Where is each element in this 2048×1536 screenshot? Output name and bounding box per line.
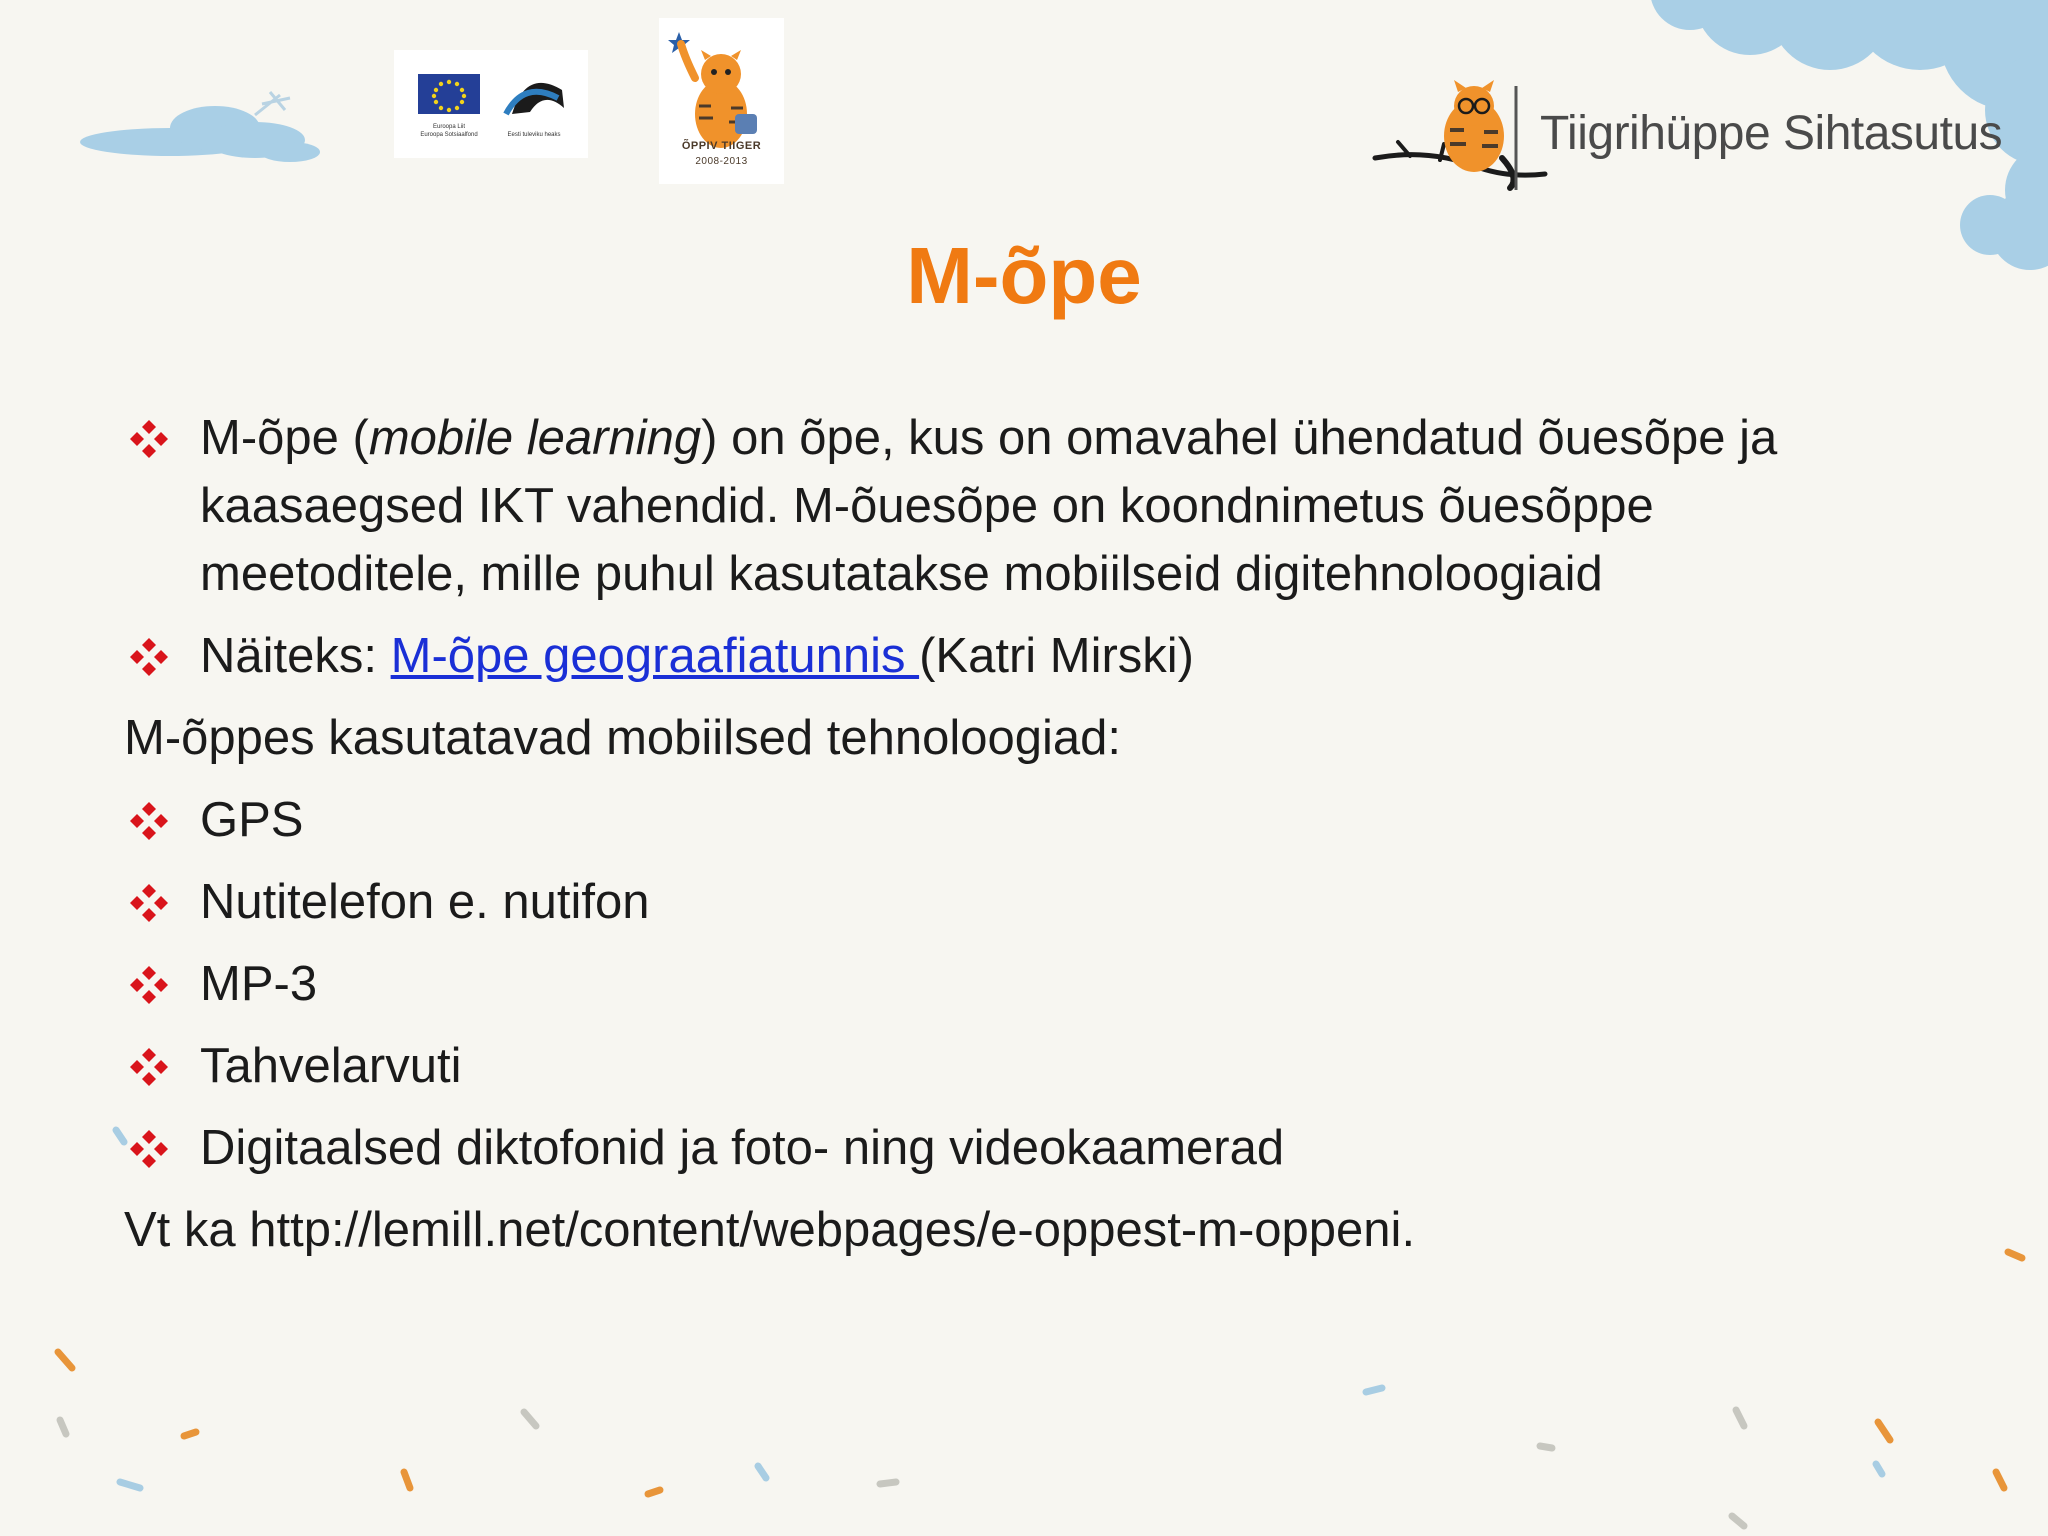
eu-logo-line-2: Euroopa Sotsiaalfond bbox=[420, 132, 478, 138]
tech-item bbox=[124, 786, 1924, 854]
example-author: (Katri Mirski) bbox=[919, 629, 1194, 683]
cloud-top-left bbox=[80, 106, 320, 162]
example-link[interactable]: M-õpe geograafiatunnis bbox=[390, 629, 920, 683]
definition-text-rest: ) on õpe, kus on omavahel ühendatud õuesõpe ja kaasaegsed IKT vahendid. M-õuesõpe on koondnimetus õuesõppe meetoditele, mille puhul kasutatakse mobiilseid digitehnoloogiaid bbox=[200, 411, 1778, 601]
tech-item-label: Tahvelarvuti bbox=[200, 1039, 462, 1093]
learning-tiger-logo bbox=[659, 18, 784, 184]
tech-item bbox=[124, 950, 1924, 1018]
tech-item-label: GPS bbox=[200, 793, 304, 847]
see-also: Vt ka http://lemill.net/content/webpages/e-oppest-m-oppeni. bbox=[124, 1203, 1416, 1257]
diamond-bullet-icon bbox=[128, 418, 170, 460]
example-prefix: Näiteks: bbox=[200, 629, 391, 683]
slide-body bbox=[124, 404, 1924, 1278]
diamond-bullet-icon bbox=[128, 1128, 170, 1170]
tech-item bbox=[124, 868, 1924, 936]
tiger-logo-years: 2008-2013 bbox=[695, 156, 748, 167]
tech-item-label: Digitaalsed diktofonid ja foto- ning videokaamerad bbox=[200, 1121, 1285, 1175]
tech-item bbox=[124, 1032, 1924, 1100]
kite-doodle bbox=[255, 92, 290, 115]
tiger-logo-caption: ÕPPIV TIIGER bbox=[681, 140, 762, 152]
diamond-bullet-icon bbox=[128, 636, 170, 678]
diamond-bullet-icon bbox=[128, 800, 170, 842]
tech-heading: M-õppes kasutatavad mobiilsed tehnoloogiad: bbox=[124, 711, 1121, 765]
eu-logo-line-3: Eesti tuleviku heaks bbox=[507, 132, 561, 138]
diamond-bullet-icon bbox=[128, 964, 170, 1006]
eu-logo-line-1: Euroopa Liit bbox=[432, 124, 466, 130]
diamond-bullet-icon bbox=[128, 882, 170, 924]
definition-term: mobile learning bbox=[368, 411, 702, 465]
bullet-definition bbox=[124, 404, 1924, 608]
tech-item-label: Nutitelefon e. nutifon bbox=[200, 875, 650, 929]
diamond-bullet-icon bbox=[128, 1046, 170, 1088]
bullet-example bbox=[124, 622, 1924, 690]
partner-name: Tiigrihüppe Sihtasutus bbox=[1540, 107, 2003, 160]
definition-text-start: M-õpe ( bbox=[200, 411, 369, 465]
tech-item bbox=[124, 1114, 1924, 1182]
tech-item-label: MP-3 bbox=[200, 957, 318, 1011]
slide-title: M-õpe bbox=[906, 231, 1142, 320]
eu-funding-logo bbox=[394, 50, 588, 158]
